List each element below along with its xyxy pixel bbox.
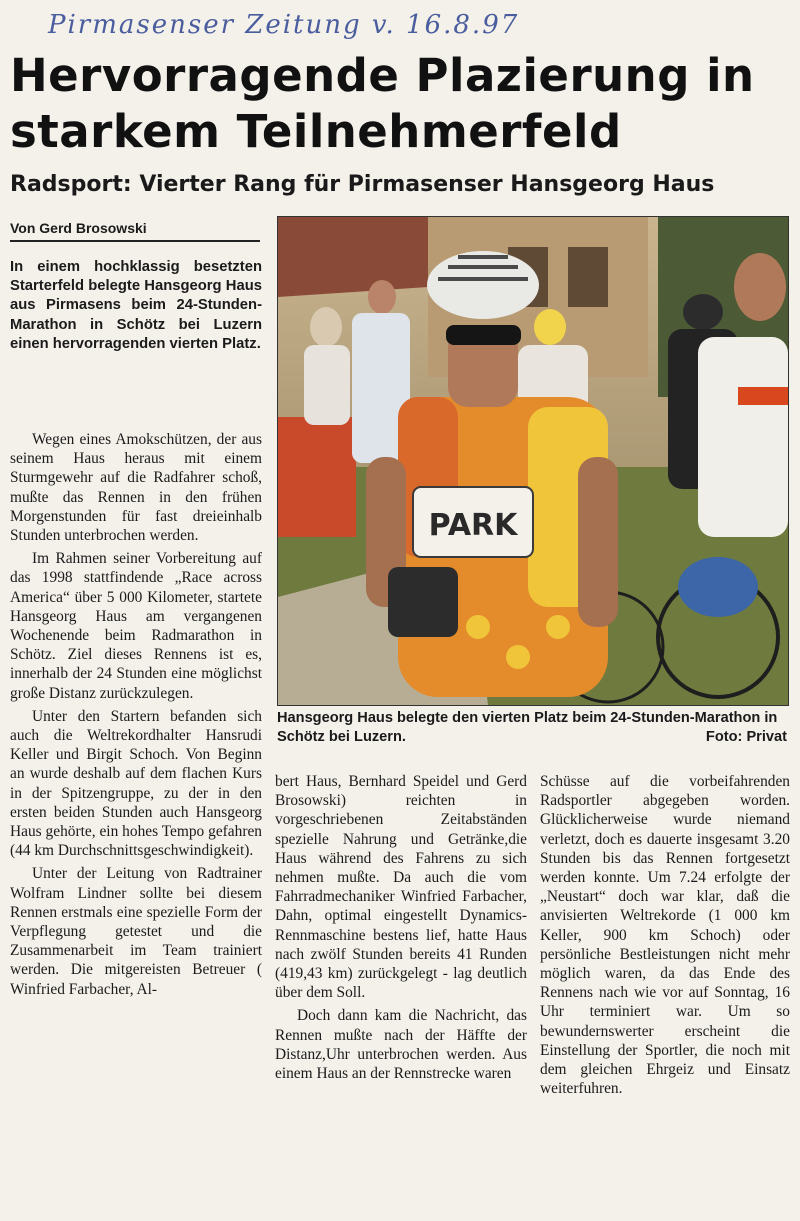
paragraph: Schüsse auf die vorbeifahrenden Radsportler abgegeben worden. Glücklicherweise wurde niemand verletzt, doch es dauerte insgesamt 3.20 Stunden bis das Rennen fortgesetzt werden konnte. Um 7.24 erfolgte der „Neustart“ doch war klar, daß die anvisierten Weltrekorde (1 000 km Keller, 900 km Schoch) oder persönliche Bestleistungen nicht mehr möglich waren, da das Ende des Rennens nach wie vor auf Sonntag, 16 Uhr terminiert war. Um so bewundernswerter erscheint die Einstellung der Sportler, die noch mit dem gleichen Ehrgeiz und Einsatz weiterfuhren. xyxy=(540,773,790,1098)
paragraph: Doch dann kam die Nachricht, das Rennen mußte nach der Häffte der Distanz,Uhr unterbrochen werden. Aus einem Haus an der Rennstrecke waren xyxy=(275,1007,527,1083)
article-column-3 xyxy=(540,772,790,1102)
photo-caption xyxy=(277,709,787,747)
article-photo xyxy=(277,216,789,706)
paragraph: Im Rahmen seiner Vorbereitung auf das 1998 stattfindende „Race across America“ über 5 000 Kilometer, startete Hansgeorg Haus am vergangenen Wochenende beim Radmarathon in Schötz. Ziel dieses Rennens ist es, innerhalb der 24 Stunden eine möglichst große Distanz zurückzulegen. xyxy=(10,550,262,702)
paragraph: Unter der Leitung von Radtrainer Wolfram Lindner sollte bei diesem Rennen erstmals eine spezielle Form der Verpflegung getestet und die Zusammenarbeit im Team trainiert werden. Die mitgereisten Betreuer ( Winfried Farbacher, Al- xyxy=(10,865,262,998)
byline: Von Gerd Brosowski xyxy=(10,218,260,242)
paragraph: Wegen eines Amokschützen, der aus seinem Haus heraus mit einem Sturmgewehr auf die Radfahrer schoß, mußte das Rennen in den frühen Morgenstunden für fast dreieinhalb Stunden unterbrochen werden. xyxy=(10,431,262,545)
paragraph: bert Haus, Bernhard Speidel und Gerd Brosowski) reichten in vorgeschriebenen Zeitabständen spezielle Nahrung und Getränke,die Haus während des Fahrens zu sich nehmen mußte. Da auch die vom Fahrradmechaniker Winfried Farbacher, Dahn, optimal eingestellt Dynamics-Rennmaschine bestens lief, hatte Haus nach zwölf Stunden bereits 41 Runden (419,43 km) zurückgelegt - lag deutlich über dem Soll. xyxy=(275,773,527,1002)
handwritten-source-note: Pirmasenser Zeitung v. 16.8.97 xyxy=(48,10,520,40)
article-column-1 xyxy=(10,430,262,1003)
photo-credit: Foto: Privat xyxy=(705,729,787,745)
paragraph: Unter den Startern befanden sich auch die Weltrekordhalter Hansrudi Keller und Birgit Schoch. Von Beginn an wurde deshalb auf dem flachen Kurs in der Spitzengruppe, zu der in den ersten beiden Stunden auch Hansgeorg Haus gehörte, ein hohes Tempo gefahren (44 km Durchschnittsgeschwindigkeit). xyxy=(10,707,262,860)
cyclist-photo-illustration xyxy=(278,217,788,705)
caption-text: Hansgeorg Haus belegte den vierten Platz beim 24-Stunden-Marathon in Schötz bei Luzern. xyxy=(277,710,778,745)
jersey-logo-text: PARK xyxy=(428,508,518,543)
headline: Hervorragende Plazierung in starkem Teilnehmerfeld xyxy=(10,49,755,158)
article-column-2 xyxy=(275,772,527,1087)
lead-paragraph: In einem hochklassig besetzten Starterfeld belegte Hansgeorg Haus aus Pirmasens beim 24-Stunden-Marathon in Schötz bei Luzern einen hervorragenden vierten Platz. xyxy=(10,259,262,352)
subheadline: Radsport: Vierter Rang für Pirmasenser Hansgeorg Haus xyxy=(10,172,715,197)
